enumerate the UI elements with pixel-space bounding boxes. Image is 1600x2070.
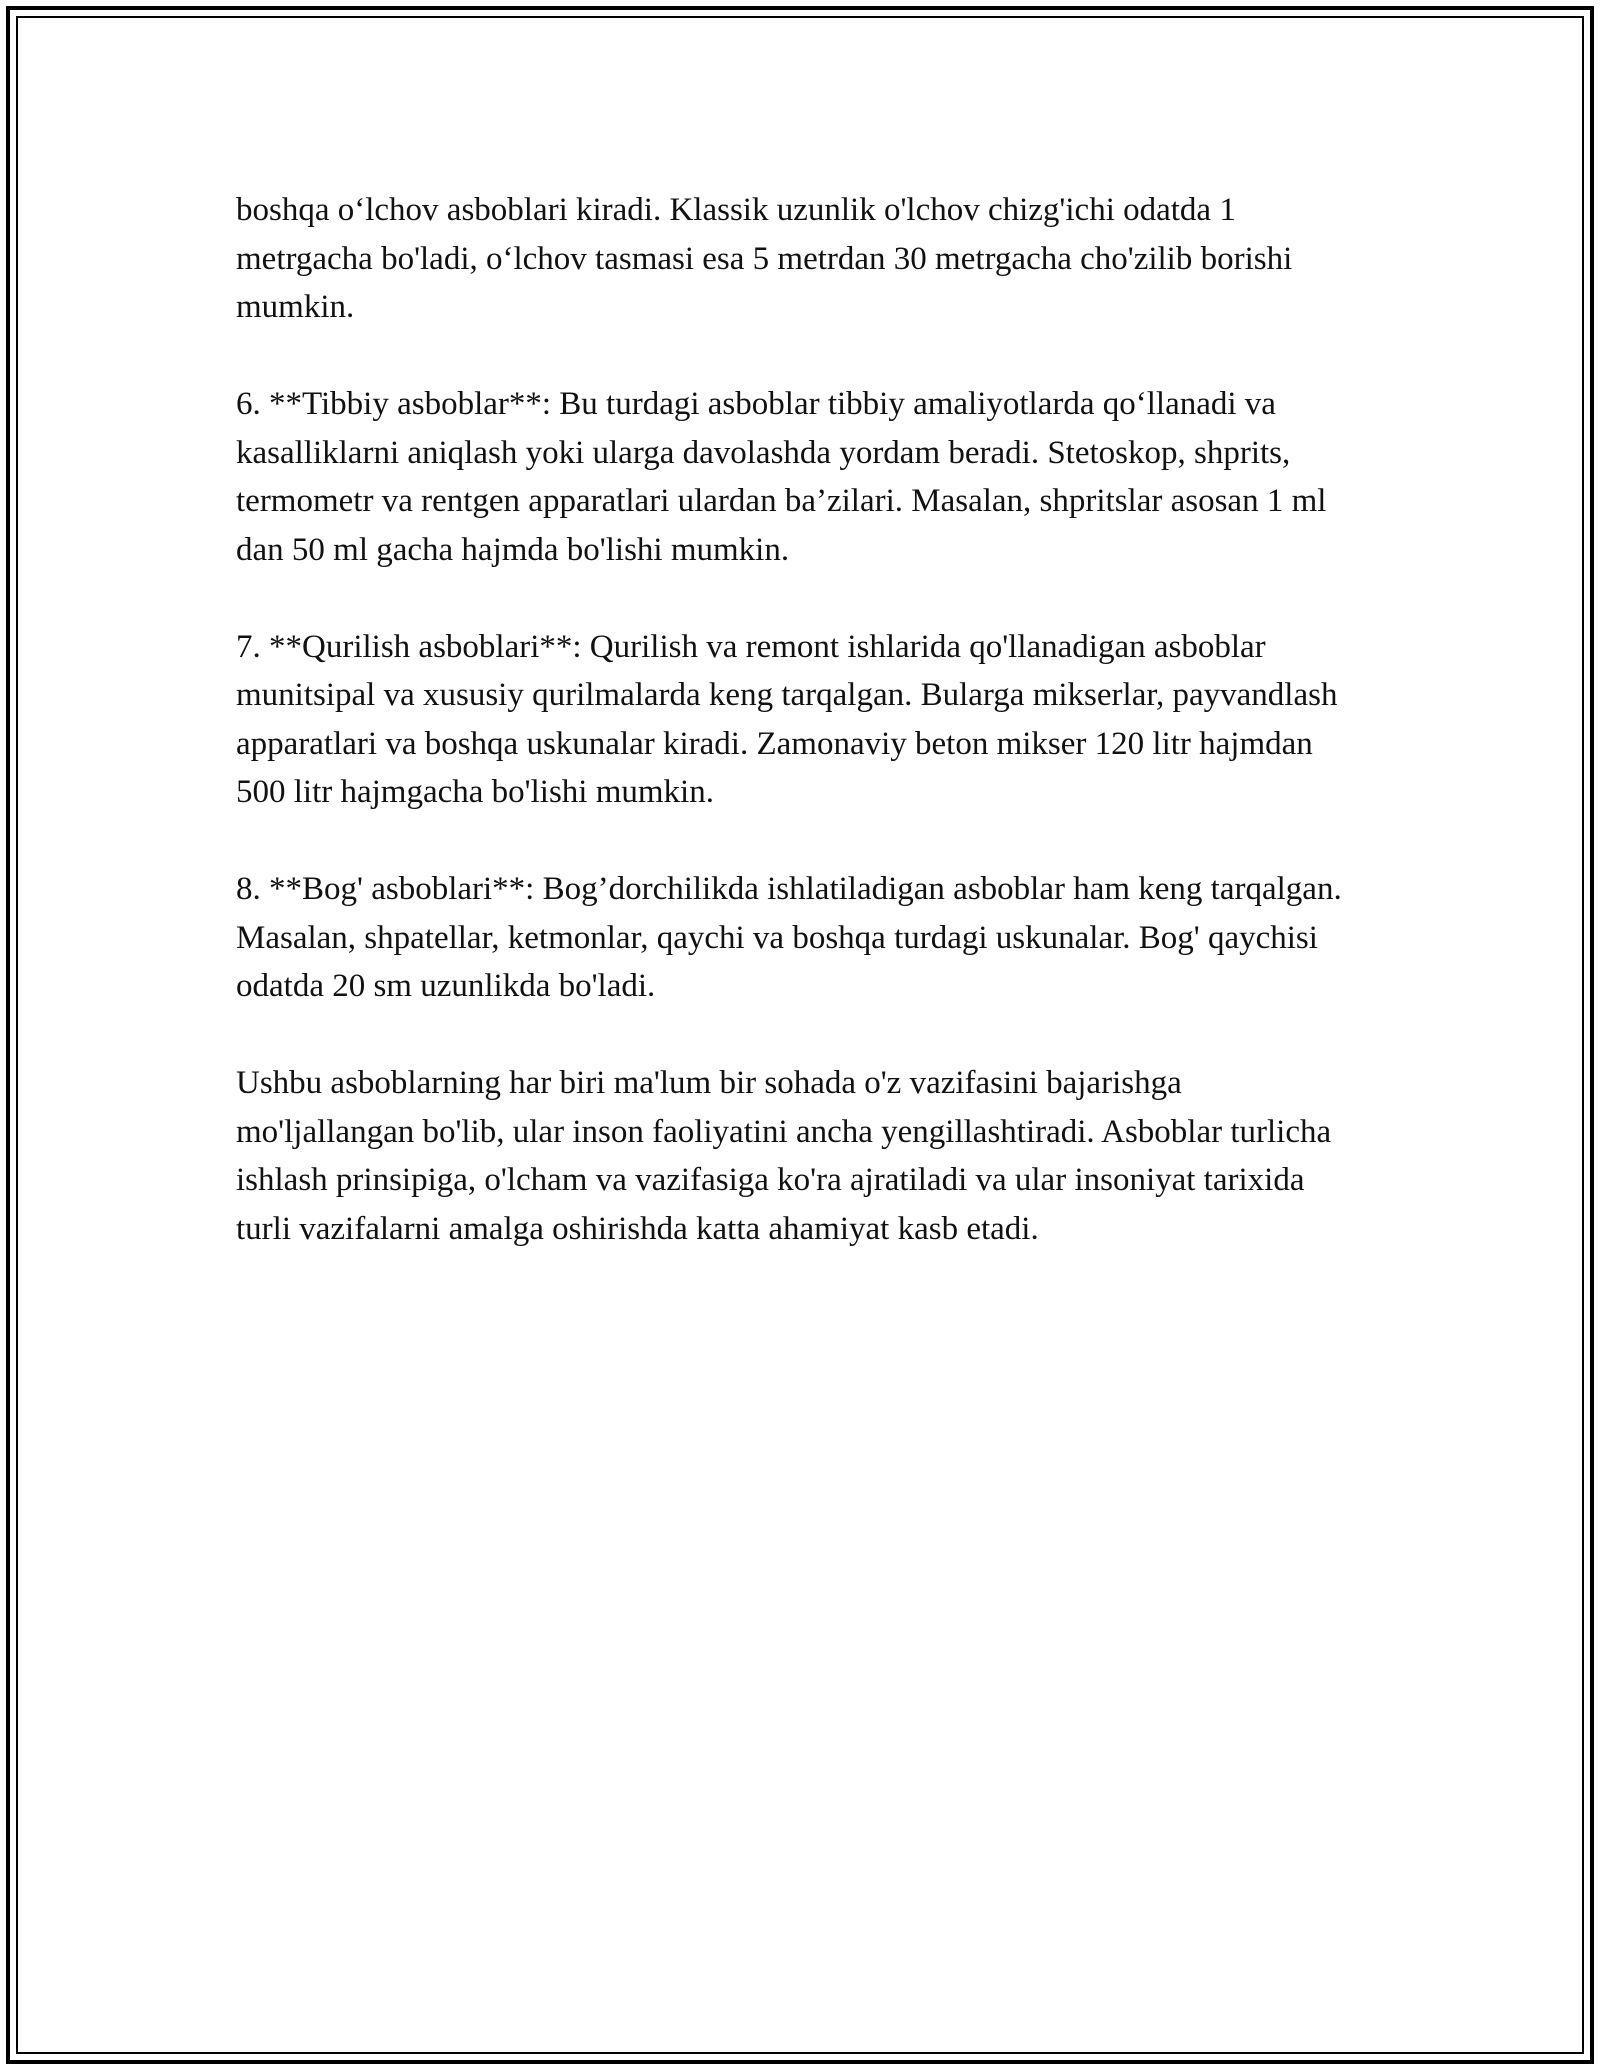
paragraph-garden-tools: 8. **Bog' asboblari**: Bog’dorchilikda ishlatiladigan asboblar ham keng tarqalgan. Masalan, shpatellar, ketmonlar, qaychi va boshqa turdagi uskunalar. Bog' qaychisi odatda 20 sm uzunlikda bo'ladi. [236,871,1342,1004]
paragraph-measuring-tools: boshqa o‘lchov asboblari kiradi. Klassik uzunlik o'lchov chizg'ichi odatda 1 metrgacha bo'ladi, o‘lchov tasmasi esa 5 metrdan 30 metrgacha cho'zilib borishi mumkin. [236,192,1293,325]
paragraph-construction-tools: 7. **Qurilish asboblari**: Qurilish va remont ishlarida qo'llanadigan asboblar munitsipal va xususiy qurilmalarda keng tarqalgan. Bularga mikserlar, payvandlash apparatlari va boshqa uskunalar kiradi. Zamonaviy beton mikser 120 litr hajmdan 500 litr hajmgacha bo'lishi mumkin. [236,628,1338,810]
paragraph-conclusion: Ushbu asboblarning har biri ma'lum bir sohada o'z vazifasini bajarishga mo'ljallangan bo'lib, ular inson faoliyatini ancha yengillashtiradi. Asboblar turlicha ishlash prinsipiga, o'lcham va vazifasiga ko'ra ajratiladi va ular insoniyat tarixida turli vazifalarni amalga oshirishda katta ahamiyat kasb etadi. [236,1065,1332,1247]
paragraph-medical-tools: 6. **Tibbiy asboblar**: Bu turdagi asboblar tibbiy amaliyotlarda qo‘llanadi va kasalliklarni aniqlash yoki ularga davolashda yordam beradi. Stetoskop, shprits, termometr va rentgen apparatlari ulardan ba’zilari. Masalan, shpritslar asosan 1 ml dan 50 ml gacha hajmda bo'lishi mumkin. [236,386,1327,568]
document-body [236,186,1366,1302]
